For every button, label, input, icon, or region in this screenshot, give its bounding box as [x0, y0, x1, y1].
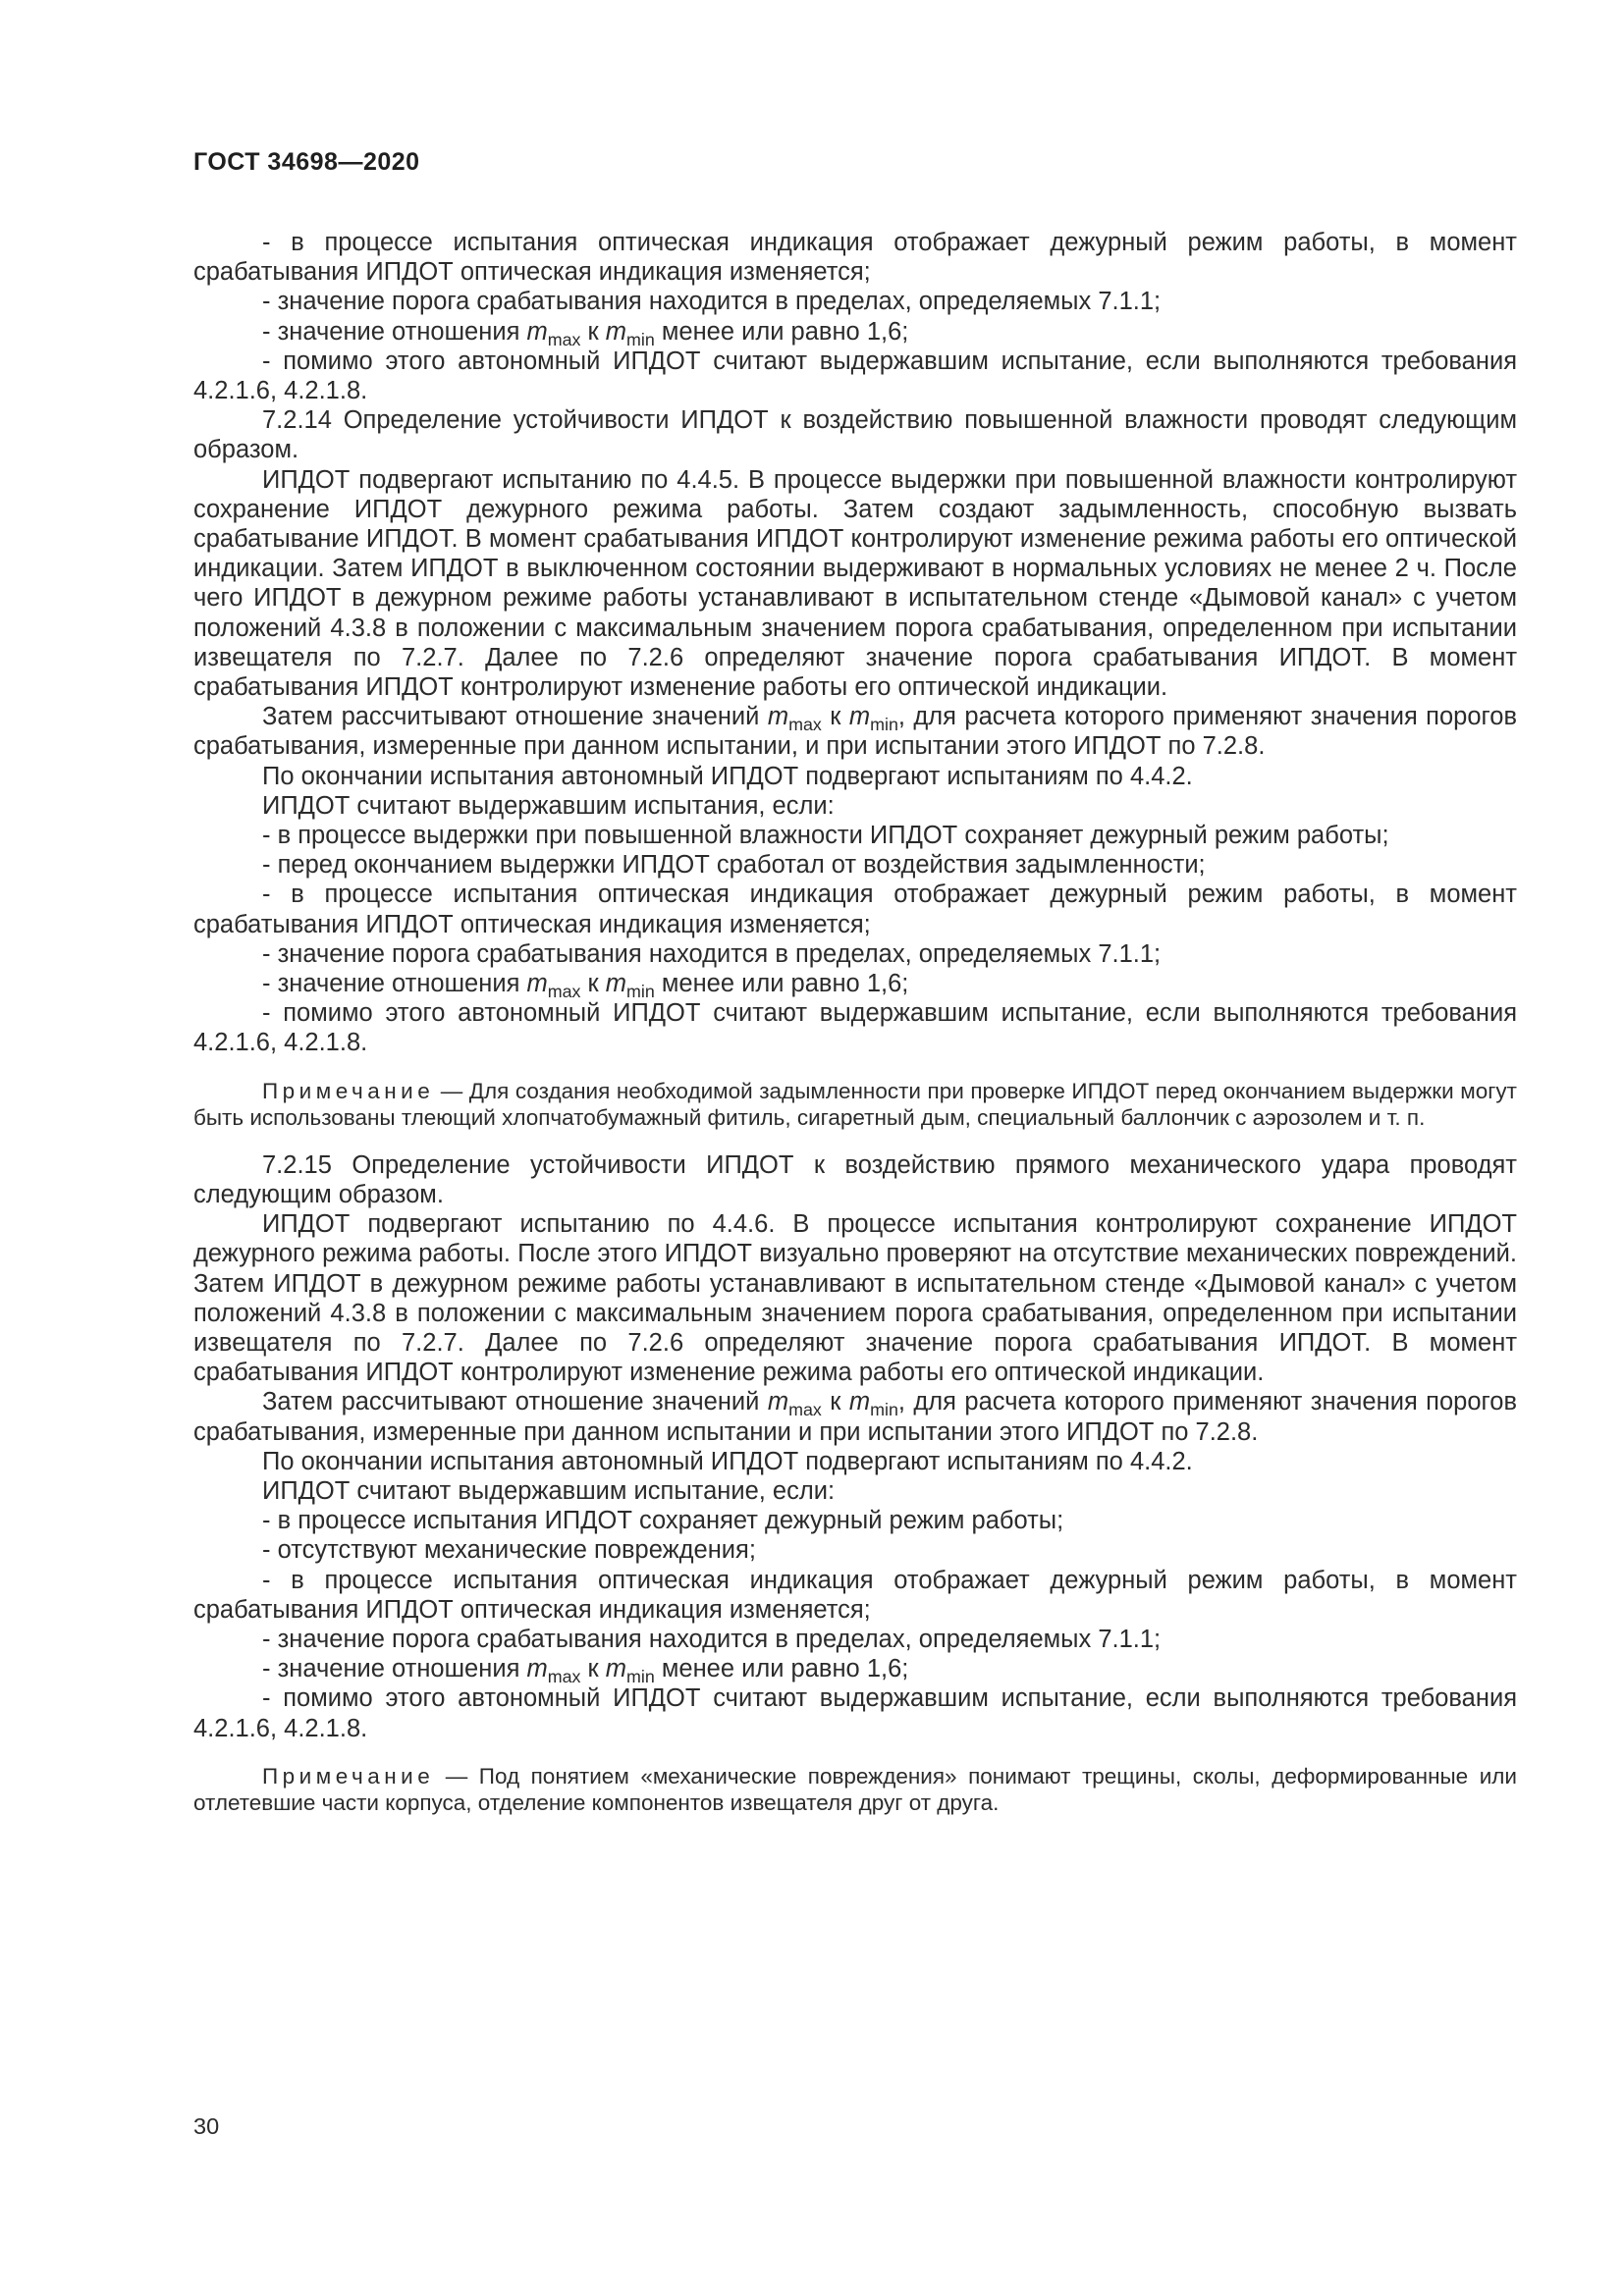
section-paragraph: 7.2.15 Определение устойчивости ИПДОТ к воздействию прямого механического удара проводят следующим образом.	[193, 1150, 1517, 1208]
paragraph: ИПДОТ подвергают испытанию по 4.4.5. В процессе выдержки при повышенной влажности контролируют сохранение ИПДОТ дежурного режима работы. Затем создают задымленность, способную вызвать срабатывание ИПДОТ. В момент срабатывания ИПДОТ контролируют изменение режима работы его оптической индикации. Затем ИПДОТ в выключенном состоянии выдерживают в нормальных условиях не менее 2 ч. После чего ИПДОТ в дежурном режиме работы устанавливают в испытательном стенде «Дымовой канал» с учетом положений 4.3.8 в положении с максимальным значением порога срабатывания, определенном при испытании извещателя по 7.2.7. Далее по 7.2.6 определяют значение порога срабатывания ИПДОТ. В момент срабатывания ИПДОТ контролируют изменение работы его оптической индикации.	[193, 465, 1517, 702]
note-text: — Для создания необходимой задымленности при проверке ИПДОТ перед окончанием выдержки могут быть использованы тлеющий хлопчатобумажный фитиль, сигаретный дым, специальный баллончик с аэрозолем и т. п.	[193, 1078, 1517, 1131]
paragraph: - в процессе испытания ИПДОТ сохраняет дежурный режим работы;	[262, 1507, 1064, 1535]
paragraph: - отсутствуют механические повреждения;	[262, 1536, 756, 1565]
paragraph: ИПДОТ считают выдержавшим испытания, если:	[262, 791, 835, 820]
note-text: — Под понятием «механические повреждения» понимают трещины, сколы, деформированные или отлетевшие части корпуса, отделение компонентов извещателя друг от друга.	[193, 1763, 1517, 1816]
paragraph: - перед окончанием выдержки ИПДОТ сработал от воздействия задымленности;	[262, 851, 1206, 880]
paragraph: - помимо этого автономный ИПДОТ считают выдержавшим испытание, если выполняются требования 4.2.1.6, 4.2.1.8.	[193, 347, 1517, 405]
note	[193, 1763, 1517, 1817]
document-body	[193, 228, 1517, 1817]
paragraph: - в процессе испытания оптическая индикация отображает дежурный режим работы, в момент срабатывания ИПДОТ оптическая индикация изменяется;	[193, 229, 1517, 287]
paragraph-formula: Затем рассчитывают отношение значений $m_{max}$ к $m_{min}$, для расчета которого применяют значения порогов срабатывания, измеренные при данном испытании, и при испытании этого ИПДОТ по 7.2.8.	[193, 703, 1518, 761]
paragraph: ИПДОТ подвергают испытанию по 4.4.6. В процессе испытания контролируют сохранение ИПДОТ дежурного режима работы. После этого ИПДОТ визуально проверяют на отсутствие механических повреждений. Затем ИПДОТ в дежурном режиме работы устанавливают в испытательном стенде «Дымовой канал» с учетом положений 4.3.8 в положении с максимальным значением порога срабатывания, определенном при испытании извещателя по 7.2.7. Далее по 7.2.6 определяют значение порога срабатывания ИПДОТ. В момент срабатывания ИПДОТ контролируют изменение режима работы его оптической индикации.	[193, 1210, 1517, 1387]
paragraph: - значение порога срабатывания находится в пределах, определяемых 7.1.1;	[262, 288, 1162, 316]
paragraph-formula: Затем рассчитывают отношение значений $m_{max}$ к $m_{min}$, для расчета которого применяют значения порогов срабатывания, измеренные при данном испытании и при испытании этого ИПДОТ по 7.2.8.	[193, 1388, 1518, 1446]
paragraph: - в процессе испытания оптическая индикация отображает дежурный режим работы, в момент срабатывания ИПДОТ оптическая индикация изменяется;	[193, 881, 1517, 938]
note-label: Примечание	[262, 1078, 435, 1103]
paragraph-formula: - значение отношения $m_{max}$ к $m_{min}$ менее или равно 1,6;	[262, 1655, 909, 1687]
paragraph: По окончании испытания автономный ИПДОТ подвергают испытаниям по 4.4.2.	[262, 762, 1193, 790]
paragraph: - помимо этого автономный ИПДОТ считают выдержавшим испытание, если выполняются требования 4.2.1.6, 4.2.1.8.	[193, 999, 1517, 1057]
paragraph: - помимо этого автономный ИПДОТ считают выдержавшим испытание, если выполняются требования 4.2.1.6, 4.2.1.8.	[193, 1684, 1517, 1742]
section-paragraph: 7.2.14 Определение устойчивости ИПДОТ к воздействию повышенной влажности проводят следующим образом.	[193, 406, 1517, 464]
paragraph: По окончании испытания автономный ИПДОТ подвергают испытаниям по 4.4.2.	[262, 1447, 1193, 1475]
note	[193, 1078, 1517, 1132]
paragraph: ИПДОТ считают выдержавшим испытание, если:	[262, 1476, 836, 1505]
paragraph: - значение порога срабатывания находится в пределах, определяемых 7.1.1;	[262, 939, 1162, 968]
paragraph: - в процессе выдержки при повышенной влажности ИПДОТ сохраняет дежурный режим работы;	[262, 822, 1389, 850]
document-header: ГОСТ 34698—2020	[193, 148, 420, 176]
note-label: Примечание	[262, 1763, 435, 1789]
paragraph-formula: - значение отношения $m_{max}$ к $m_{min}$ менее или равно 1,6;	[262, 970, 909, 1002]
page-number: 30	[193, 2113, 220, 2139]
paragraph: - в процессе испытания оптическая индикация отображает дежурный режим работы, в момент срабатывания ИПДОТ оптическая индикация изменяется;	[193, 1566, 1517, 1624]
paragraph-formula: - значение отношения $m_{max}$ к $m_{min}$ менее или равно 1,6;	[262, 317, 909, 349]
paragraph: - значение порога срабатывания находится в пределах, определяемых 7.1.1;	[262, 1625, 1162, 1653]
